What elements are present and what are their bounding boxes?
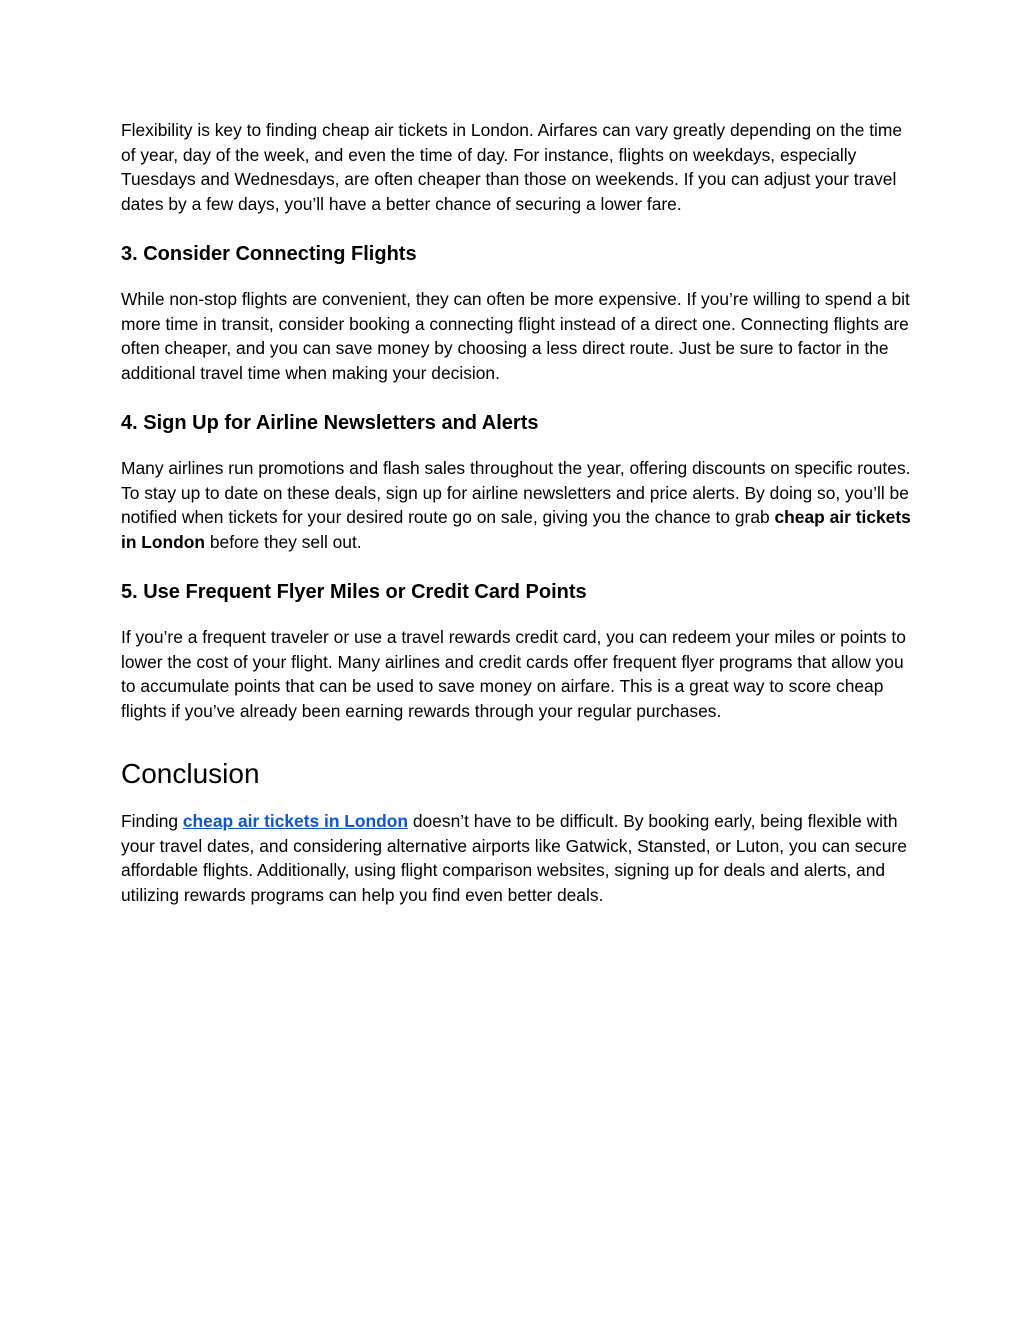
heading-conclusion: Conclusion <box>121 758 260 789</box>
frequent-flyer-paragraph: If you’re a frequent traveler or use a travel rewards credit card, you can redeem your miles or points to lower the cost of your flight. Many airlines and credit cards offer frequent flyer programs that allow you to accumulate points that can be used to save money on airfare. This is a great way to score cheap flights if you’ve already been earning rewards through your regular purchases. <box>121 627 906 721</box>
newsletters-text-after: before they sell out. <box>205 531 362 552</box>
connecting-flights-paragraph: While non-stop flights are convenient, they can often be more expensive. If you’re willing to spend a bit more time in transit, consider booking a connecting flight instead of a direct one. Connecting flights are often cheaper, and you can save money by choosing a less direct route. Just be sure to factor in the additional travel time when making your decision. <box>121 289 910 383</box>
conclusion-paragraph <box>121 809 911 907</box>
flexibility-paragraph: Flexibility is key to finding cheap air tickets in London. Airfares can vary greatly depending on the time of year, day of the week, and even the time of day. For instance, flights on weekdays, especially Tuesdays and Wednesdays, are often cheaper than those on weekends. If you can adjust your travel dates by a few days, you’ll have a better chance of securing a lower fare. <box>121 120 903 214</box>
heading-frequent-flyer: 5. Use Frequent Flyer Miles or Credit Card Points <box>121 581 587 603</box>
newsletters-bold-keyword: cheap air tickets in London <box>121 507 911 552</box>
conclusion-text-before: Finding <box>121 811 183 831</box>
newsletters-paragraph <box>121 456 911 554</box>
newsletters-text-before: Many airlines run promotions and flash sales throughout the year, offering discounts on specific routes. To stay up to date on these deals, sign up for airline newsletters and price alerts. By doing so, you’ll be notified when tickets for your desired route go on sale, giving you the chance to grab <box>121 458 911 527</box>
conclusion-text-after: doesn’t have to be difficult. By booking early, being flexible with your travel dates, and considering alternative airports like Gatwick, Stansted, or Luton, you can secure affordable flights. Additionally, using flight comparison websites, signing up for deals and alerts, and utilizing rewards programs can help you find even better deals. <box>121 811 907 905</box>
heading-connecting-flights: 3. Consider Connecting Flights <box>121 243 417 265</box>
cheap-air-tickets-link[interactable]: cheap air tickets in London <box>182 811 409 831</box>
document-page <box>121 118 911 907</box>
heading-newsletters-alerts: 4. Sign Up for Airline Newsletters and Alerts <box>121 412 539 434</box>
